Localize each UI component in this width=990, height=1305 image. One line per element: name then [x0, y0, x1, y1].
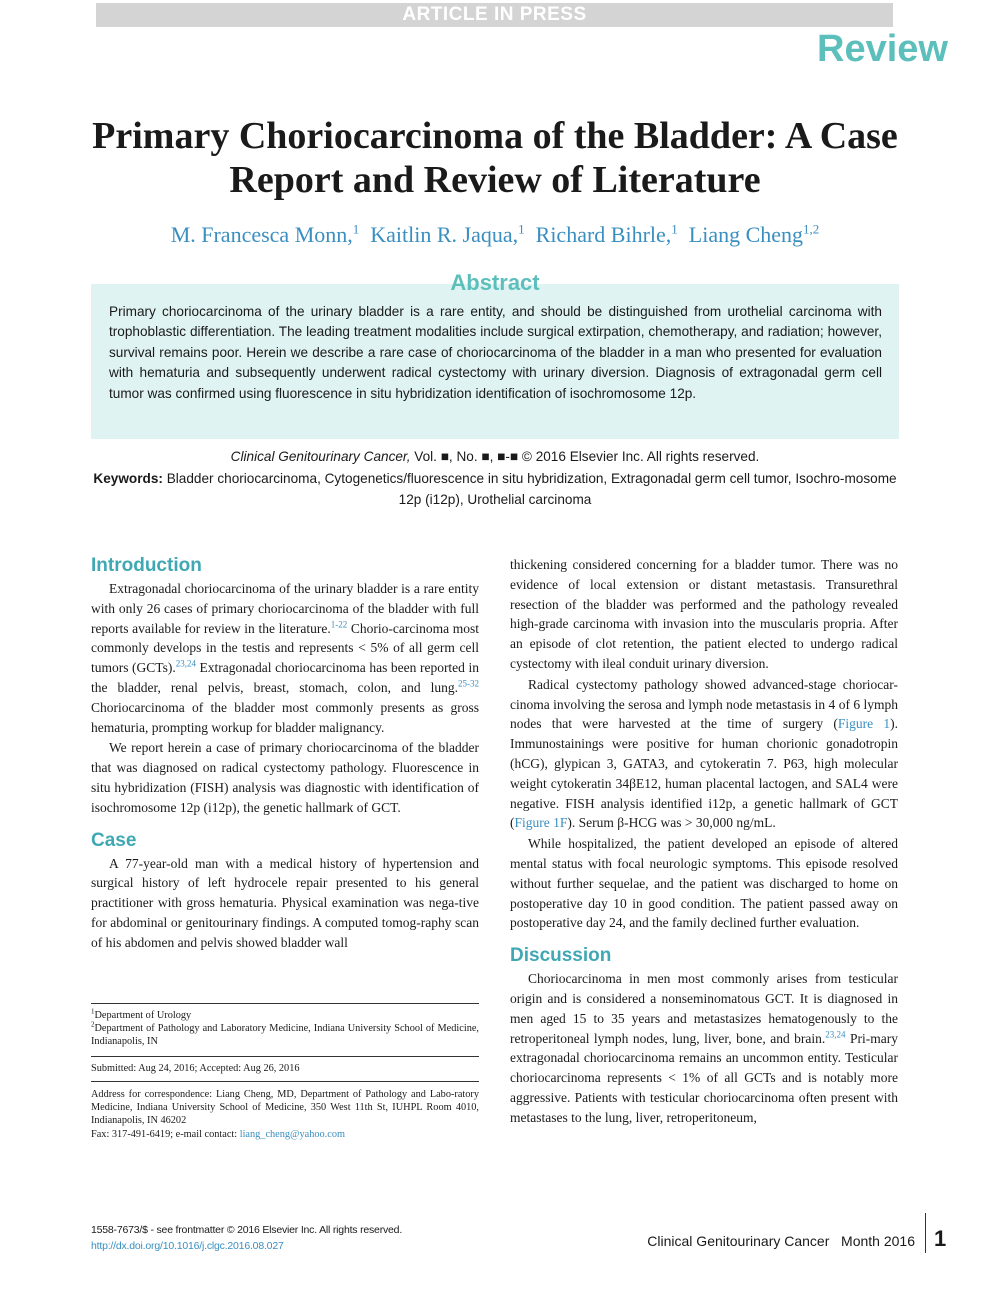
affiliation-mark: 1,2 [803, 221, 820, 237]
section-label: Review [817, 28, 948, 70]
intro-paragraph-2: We report herein a case of primary choriocarcinoma of the bladder that was diagnosed on radical cystectomy pathology. Fluorescence in situ hybridization (FISH) analysis was diagnostic with identification of isochromosome 12p (i12p), the genetic hallmark of GCT. [91, 740, 479, 815]
contact-fax: Fax: 317-491-6419; e-mail contact: [91, 1128, 240, 1140]
reference-link[interactable]: 25-32 [458, 678, 479, 689]
keywords-label: Keywords: [93, 471, 163, 486]
abstract-text: Primary choriocarcinoma of the urinary bladder is a rare entity, and should be distinguished from urothelial carcinoma with trophoblastic differentiation. The leading treatment modalities include surgical extirpation, chemotherapy, and radiation; however, survival remains poor. Herein we describe a rare case of choriocarcinoma of the bladder in a man who presented for evaluation with hematuria and subsequently underwent radical cystectomy with urinary diversion. Diagnosis of extragonadal germ cell tumor was confirmed using fluorescence in situ hybridization identification of isochromosome 12p. [109, 304, 882, 401]
left-column [91, 555, 479, 954]
case-heading: Case [91, 829, 137, 851]
reference-link[interactable]: 1-22 [330, 619, 348, 630]
affiliation-mark: 1 [671, 221, 678, 237]
affiliation-2: Department of Pathology and Laboratory Medicine, Indiana University School of Medicine, Indianapolis, IN [91, 1023, 479, 1048]
figure-link[interactable]: Figure 1F [514, 815, 568, 831]
author-name[interactable]: Kaitlin R. Jaqua, [370, 222, 519, 247]
footnote-divider [91, 1056, 479, 1057]
reference-link[interactable]: 23,24 [175, 658, 196, 669]
citation-journal: Clinical Genitourinary Cancer, [230, 449, 411, 464]
article-title: Primary Choriocarcinoma of the Bladder: A Case Report and Review of Literature [92, 115, 898, 201]
case-paragraph-3: While hospitalized, the patient developed an episode of altered mental status with focal neurologic symptoms. This episode resolved without further sequelae, and the patient was discharged to home on postoperative day 10 in good condition. The patient passed away on postoperative day 24, and the family declined further evaluation. [510, 836, 898, 931]
footer-divider [925, 1213, 926, 1253]
keywords-text: Bladder choriocarcinoma, Cytogenetics/fluorescence in situ hybridization, Extragonadal germ cell tumor, Isochro-mosome 12p (i12p), Urothelial carcinoma [166, 471, 897, 507]
affiliation-mark: 1 [352, 221, 360, 237]
submission-dates: Submitted: Aug 24, 2016; Accepted: Aug 26, 2016 [91, 1063, 300, 1074]
page-number: 1 [934, 1226, 947, 1251]
author-list [60, 222, 930, 248]
discussion-paragraph-1: Choriocarcinoma in men most commonly arises from testicular origin and is considered a nonseminomatous GCT. It is diagnosed in men aged 15 to 35 years and metastasizes hematogenously to the retroperitoneal lymph nodes, lung, liver, bone, and brain.$^{23,24}$ Pri-mary extragonadal choriocarcinoma remains an uncommon entity. Testicular choriocarcinoma represents < 1% of all GCTs and is notably more aggressive. Patients with testicular choriocarcinoma often present with metastases to the lung, liver, retroperitoneum, [510, 971, 898, 1125]
case-paragraph-2: Radical cystectomy pathology showed advanced-stage choriocar-cinoma involving the serosa and lymph node metastasis in 4 of 6 lymph nodes that were harvested at the time of surgery (Figure 1). Immunostainings were positive for human chorionic gonadotropin (hCG), glypican 3, GATA3, and cytokeratin 7. P63, high molecular weight cytokeratin 34βE12, human placental lactogen, and SAL4 were negative. FISH analysis identified i12p, a genetic hallmark of GCT (Figure 1F). Serum β-HCG was > 30,000 ng/mL. [510, 676, 898, 831]
case-paragraph-1: A 77-year-old man with a medical history of hypertension and surgical history of left hydrocele repair presented to his general practitioner with gross hematuria. Physical examination was nega-tive for abdominal or genitourinary findings. A computed tomog-raphy scan of his abdomen and pelvis showed bladder wall [91, 855, 479, 950]
footer-month: Month 2016 [841, 1233, 915, 1249]
introduction-heading: Introduction [91, 555, 202, 576]
abstract-heading: Abstract [450, 270, 540, 295]
citation-line [91, 449, 899, 464]
article-in-press-banner: ARTICLE IN PRESS [96, 3, 893, 27]
keywords [91, 469, 899, 510]
footer-journal [647, 1233, 915, 1249]
issn-line: 1558-7673/$ - see frontmatter © 2016 Elsevier Inc. All rights reserved. [91, 1224, 403, 1236]
footer-journal-name: Clinical Genitourinary Cancer [647, 1233, 830, 1249]
reference-link[interactable]: 23,24 [825, 1029, 846, 1040]
abstract-box [91, 284, 899, 439]
correspondence [91, 1088, 479, 1141]
doi-link[interactable]: http://dx.doi.org/10.1016/j.clgc.2016.08.027 [91, 1240, 284, 1252]
intro-paragraph-1: Extragonadal choriocarcinoma of the urinary bladder is a rare entity with only 26 cases of primary choriocarcinoma of the bladder with full reports available for review in the literature.$^{1-22}$ Chorio-carcinoma most commonly develops in the testis and represents < 5% of all germ cell tumors (GCTs).$^{23,24}$ Extragonadal choriocarcinoma has been reported in the bladder, renal pelvis, breast, stomach, colon, and lung.$^{25-32}$ Choriocarcinoma of the bladder most commonly presents as gross hematuria, prompting workup for bladder malignancy. [91, 581, 479, 735]
discussion-heading: Discussion [510, 945, 612, 967]
case-paragraph-1-continued: thickening considered concerning for a bladder tumor. There was no evidence of local extension or distant metastasis. Transurethral resection of the bladder was performed and the pathology revealed high-grade carcinoma with invasion into the muscularis propria. After an episode of clot retention, the patient elected to undergo radical cystectomy with ileal conduit urinary diversion. [510, 557, 898, 671]
footnote-divider [91, 1003, 479, 1004]
citation-details: Vol. ■, No. ■, ■-■ © 2016 Elsevier Inc. All rights reserved. [410, 449, 760, 464]
email-link[interactable]: liang_cheng@yahoo.com [239, 1128, 345, 1140]
affiliation-1: Department of Urology [94, 1010, 192, 1021]
affiliations: $^1$Department of Urology $^2$Department of Pathology and Laboratory Medicine, Indiana University School of Medicine, Indianapolis, IN [91, 1007, 479, 1048]
correspondence-address: Address for correspondence: Liang Cheng, MD, Department of Pathology and Labo-ratory Medicine, Indiana University School of Medicine, 350 West 11th St, IUHPL Room 4010, Indianapolis, IN 46202 [91, 1089, 479, 1127]
author-name[interactable]: M. Francesca Monn, [170, 222, 353, 247]
footer-left [91, 1222, 402, 1254]
affiliation-mark: 1 [518, 221, 525, 237]
author-name[interactable]: Liang Cheng [688, 222, 804, 247]
figure-link[interactable]: Figure 1 [837, 716, 891, 732]
author-name[interactable]: Richard Bihrle, [535, 222, 672, 247]
right-column [510, 555, 898, 1129]
footnote-divider [91, 1081, 479, 1082]
